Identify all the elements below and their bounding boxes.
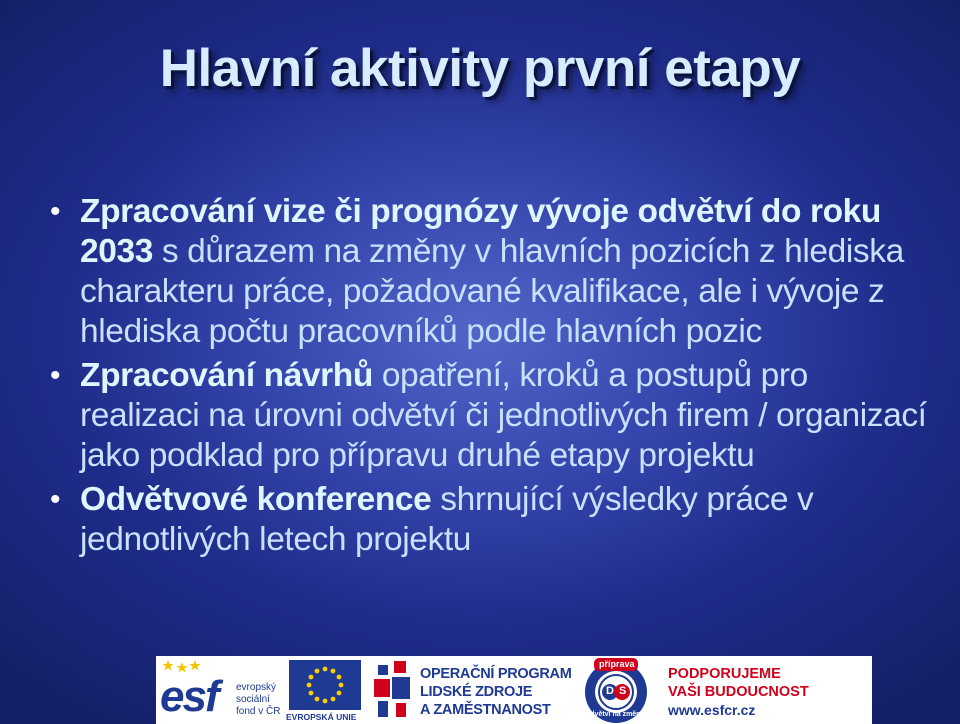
eu-flag-icon — [289, 660, 361, 710]
support-line-1: PODPORUJEME — [668, 666, 781, 682]
bullet-item — [50, 480, 930, 560]
esf-line-2: sociální — [236, 694, 270, 705]
eu-logo — [284, 658, 366, 722]
bullet-text: s důrazem na změny v hlavních pozicích z hlediska charakteru práce, požadované kvalifikace, ale i vývoje z hlediska počtu pracovníků podle hlavních pozic — [80, 233, 904, 350]
logo-bar — [156, 656, 872, 724]
bullet-text: shrnující výsledky práce v jednotlivých letech projektu — [80, 481, 814, 558]
bullet-lead: Zpracování vize či prognózy vývoje odvětví do roku 2033 — [80, 193, 881, 270]
support-logo — [660, 658, 870, 722]
esf-line-3: fond v ČR — [236, 706, 281, 717]
op-line-2: LIDSKÉ ZDROJE — [420, 684, 533, 700]
project-seal-logo — [580, 656, 652, 724]
seal-letter-s: S — [619, 685, 627, 697]
esf-mark: esf — [160, 672, 218, 721]
slide-title: Hlavní aktivity první etapy — [159, 39, 801, 98]
seal-letter-d: D — [606, 685, 614, 697]
bullet-item — [50, 192, 930, 352]
op-logo — [372, 658, 572, 722]
seal-bottom-text: odvětví na změny — [586, 711, 645, 718]
seal-top-text: příprava — [599, 659, 635, 669]
support-url: www.esfcr.cz — [668, 702, 756, 718]
bullet-dot-icon: • — [50, 483, 61, 516]
op-line-3: A ZAMĚSTNANOST — [420, 702, 551, 718]
bullet-dot-icon: • — [50, 195, 61, 228]
eu-caption: EVROPSKÁ UNIE — [286, 712, 357, 722]
bullet-lead: Zpracování návrhů — [80, 357, 373, 394]
bullet-lead: Odvětvové konference — [80, 481, 432, 518]
op-line-1: OPERAČNÍ PROGRAM — [420, 666, 572, 682]
bullet-list — [50, 192, 930, 564]
support-line-2: VAŠI BUDOUCNOST — [668, 684, 809, 700]
esf-line-1: evropský — [236, 682, 277, 693]
bullet-dot-icon: • — [50, 359, 61, 392]
bullet-item — [50, 356, 930, 476]
bullet-text: opatření, kroků a postupů pro realizaci na úrovni odvětví či jednotlivých firem / organizací jako podklad pro přípravu druhé etapy projektu — [80, 357, 927, 474]
op-people-icon — [372, 661, 416, 719]
esf-logo — [160, 658, 281, 722]
